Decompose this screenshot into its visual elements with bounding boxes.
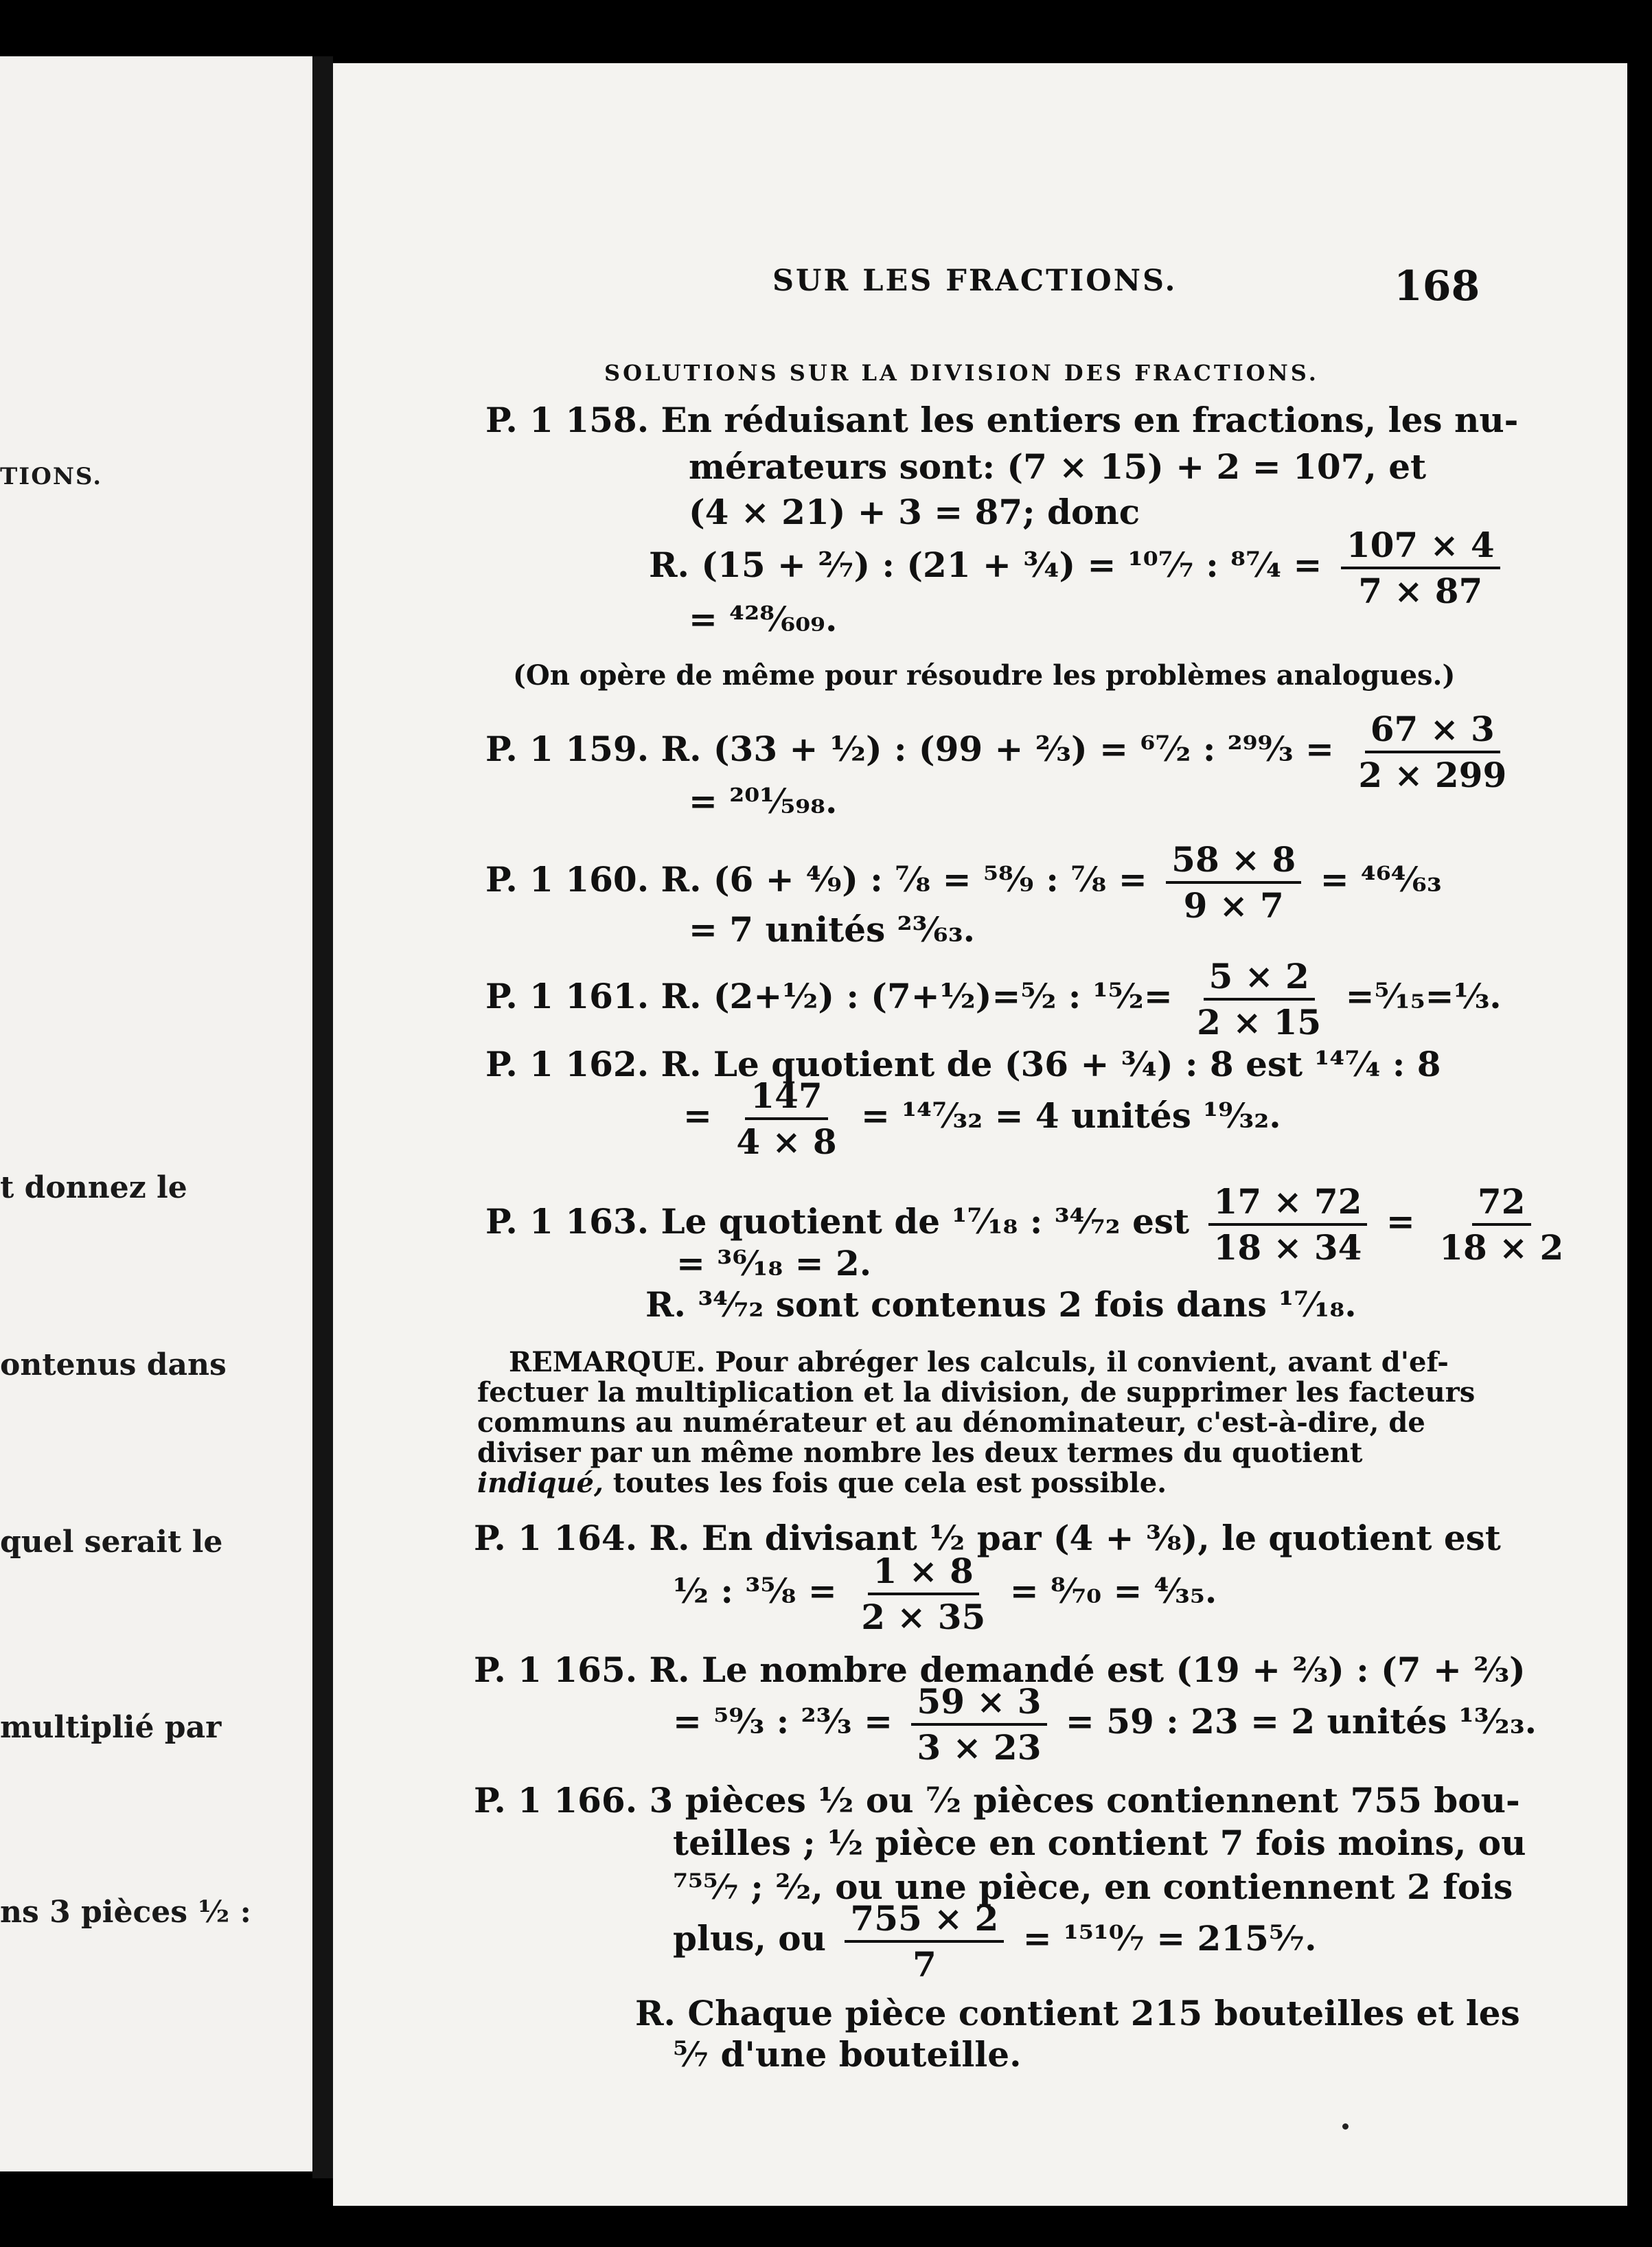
p1158-fraction-denominator: 7 × 87 [1358, 571, 1483, 611]
p1160-fraction [1166, 839, 1301, 926]
p1158-line3: (4 × 21) + 3 = 87; donc [689, 492, 1140, 532]
left-fragment-serait: quel serait le [0, 1525, 223, 1560]
p1162-line1: P. 1 162. R. Le quotient de (36 + ¾) : 8 est ¹⁴⁷⁄₄ : 8 [485, 1044, 1441, 1084]
p1158-fraction [1341, 525, 1500, 611]
p1160-equation: P. 1 160. R. (6 + ⁴⁄₉) : ⁷⁄₈ = ⁵⁸⁄₉ : ⁷⁄₈ = [485, 859, 1147, 900]
p1162-fraction-denominator: 4 × 8 [736, 1121, 837, 1162]
left-fragment-pieces: ns 3 pièces ½ : [0, 1895, 251, 1930]
p1165-line1: P. 1 165. R. Le nombre demandé est (19 + ⅔) : (7 + ⅔) [474, 1650, 1526, 1690]
p1163-fraction-2-numerator: 72 [1472, 1181, 1531, 1226]
p1163-line1 [485, 1181, 1576, 1268]
p1161-fraction-numerator: 5 × 2 [1204, 956, 1315, 1001]
p1159-result: = ²⁰¹⁄₅₉₈. [689, 781, 838, 821]
p1162-tail: = ¹⁴⁷⁄₃₂ = 4 unités ¹⁹⁄₃₂. [861, 1095, 1281, 1136]
p1164-lead: ½ : ³⁵⁄₈ = [673, 1571, 837, 1611]
p1161-fraction [1191, 956, 1327, 1042]
p1164-fraction-numerator: 1 × 8 [868, 1551, 979, 1595]
p1164-line1: P. 1 164. R. En divisant ½ par (4 + ⅜), le quotient est [474, 1518, 1501, 1558]
p1166-line1: P. 1 166. 3 pièces ½ ou ⁷⁄₂ pièces contiennent 755 bou- [474, 1780, 1520, 1821]
remarque-line1: REMARQUE. Pour abréger les calculs, il convient, avant d'ef- [509, 1346, 1449, 1378]
p1159-line1 [485, 709, 1519, 795]
p1161-fraction-denominator: 2 × 15 [1197, 1002, 1322, 1042]
remarque-line5 [477, 1467, 1167, 1499]
p1163-answer: R. ³⁴⁄₇₂ sont contenus 2 fois dans ¹⁷⁄₁₈. [645, 1284, 1357, 1325]
p1166-fraction-numerator: 755 × 2 [845, 1898, 1004, 1943]
p1164-tail: = ⁸⁄₇₀ = ⁴⁄₃₅. [1009, 1571, 1217, 1611]
p1163-fraction-1 [1208, 1181, 1368, 1268]
p1163-equals: = [1386, 1201, 1415, 1242]
p1166-answer-line1: R. Chaque pièce contient 215 bouteilles et les [635, 1993, 1520, 2033]
section-title: SOLUTIONS SUR LA DIVISION DES FRACTIONS. [604, 360, 1319, 386]
p1164-fraction-denominator: 2 × 35 [861, 1597, 986, 1637]
p1158-fraction-numerator: 107 × 4 [1341, 525, 1500, 569]
left-fragment-contenus: ontenus dans [0, 1347, 227, 1382]
p1163-fraction-2 [1434, 1181, 1569, 1268]
p1163-fraction-2-denominator: 18 × 2 [1439, 1227, 1564, 1268]
p1163-fraction-1-denominator: 18 × 34 [1213, 1227, 1362, 1268]
page-gutter [312, 56, 333, 2178]
p1166-line3: ⁷⁵⁵⁄₇ ; ²⁄₂, ou une pièce, en contiennent 2 fois [673, 1867, 1513, 1907]
remarque-line3: communs au numérateur et au dénominateur, c'est-à-dire, de [477, 1406, 1425, 1439]
p1165-tail: = 59 : 23 = 2 unités ¹³⁄₂₃. [1065, 1701, 1537, 1742]
remarque-italic-word: indiqué, [477, 1467, 604, 1499]
p1164-line2 [673, 1551, 1217, 1637]
p1162-fraction [731, 1075, 842, 1162]
ink-speck [1342, 2123, 1349, 2130]
p1166-lead: plus, ou [673, 1918, 826, 1959]
p1160-tail: = ⁴⁶⁴⁄₆₃ [1320, 859, 1442, 900]
remarque-line4: diviser par un même nombre les deux termes du quotient [477, 1437, 1363, 1469]
p1163-equation: P. 1 163. Le quotient de ¹⁷⁄₁₈ : ³⁴⁄₇₂ est [485, 1201, 1190, 1242]
p1158-line1: P. 1 158. En réduisant les entiers en fractions, les nu- [485, 400, 1519, 440]
p1158-result: = ⁴²⁸⁄₆₀₉. [689, 599, 838, 639]
p1159-fraction [1353, 709, 1512, 795]
p1161-tail: =⁵⁄₁₅=⅓. [1345, 976, 1502, 1016]
p1162-line2 [683, 1075, 1281, 1162]
remarque-line5-rest: toutes les fois que cela est possible. [603, 1467, 1167, 1499]
left-fragment-multiplie: multiplié par [0, 1710, 222, 1745]
p1162-fraction-numerator: 147 [745, 1075, 827, 1120]
p1161-equation: P. 1 161. R. (2+½) : (7+½)=⁵⁄₂ : ¹⁵⁄₂= [485, 976, 1173, 1016]
p1162-equals: = [683, 1095, 712, 1136]
p1166-fraction [845, 1898, 1004, 1985]
p1158-line2: mérateurs sont: (7 × 15) + 2 = 107, et [689, 446, 1427, 487]
p1158-equation: R. (15 + ²⁄₇) : (21 + ³⁄₄) = ¹⁰⁷⁄₇ : ⁸⁷⁄₄ = [649, 545, 1322, 585]
p1159-fraction-numerator: 67 × 3 [1365, 709, 1500, 753]
p1166-answer-line2: ⁵⁄₇ d'une bouteille. [673, 2034, 1022, 2075]
p1165-line2 [673, 1681, 1537, 1768]
left-fragment-donnez: t donnez le [0, 1170, 187, 1205]
p1165-fraction [911, 1681, 1046, 1768]
p1166-line2: teilles ; ½ pièce en contient 7 fois moins, ou [673, 1823, 1526, 1863]
note-analogues: (On opère de même pour résoudre les problèmes analogues.) [513, 659, 1456, 692]
p1163-fraction-1-numerator: 17 × 72 [1208, 1181, 1368, 1226]
right-page [333, 63, 1627, 2206]
remarque-line2: fectuer la multiplication et la division, de supprimer les facteurs [477, 1376, 1476, 1408]
p1163-result: = ³⁶⁄₁₈ = 2. [676, 1243, 872, 1284]
p1165-fraction-denominator: 3 × 23 [917, 1727, 1042, 1768]
p1161-line1 [485, 956, 1502, 1042]
p1165-fraction-numerator: 59 × 3 [911, 1681, 1046, 1726]
p1160-fraction-numerator: 58 × 8 [1166, 839, 1301, 884]
page-number: 168 [1394, 262, 1480, 310]
running-head: SUR LES FRACTIONS. [772, 264, 1178, 298]
left-fragment-tions: TIONS. [0, 463, 103, 490]
p1166-line4 [673, 1898, 1317, 1985]
p1164-fraction [856, 1551, 991, 1637]
p1159-equation: P. 1 159. R. (33 + ½) : (99 + ²⁄₃) = ⁶⁷⁄₂ : ²⁹⁹⁄₃ = [485, 729, 1334, 769]
p1159-fraction-denominator: 2 × 299 [1358, 755, 1507, 795]
p1160-fraction-denominator: 9 × 7 [1183, 885, 1284, 926]
p1166-tail: = ¹⁵¹⁰⁄₇ = 215⁵⁄₇. [1022, 1918, 1317, 1959]
p1166-fraction-denominator: 7 [912, 1944, 937, 1985]
p1165-lead: = ⁵⁹⁄₃ : ²³⁄₃ = [673, 1701, 893, 1742]
p1160-result: = 7 unités ²³⁄₆₃. [689, 909, 976, 950]
left-page [0, 56, 312, 2171]
